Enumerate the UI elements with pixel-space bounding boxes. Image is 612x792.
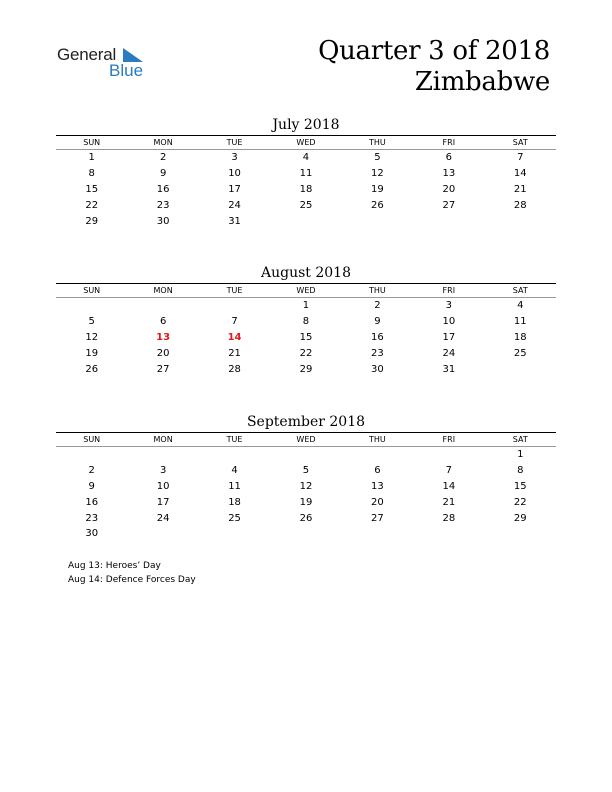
day-cell: 21 [513,183,527,195]
week-row [56,150,556,166]
week-row [56,479,556,495]
day-cell: 7 [445,465,452,477]
day-cell: 1 [302,300,310,312]
day-cell: 16 [85,496,99,508]
holiday-note: Aug 14: Defence Forces Day [68,575,196,585]
day-cell: 21 [442,496,456,508]
day-cell: 6 [159,316,167,328]
day-cell: 5 [302,465,310,477]
holiday-notes [68,559,196,587]
day-cell: 9 [159,168,167,180]
empty-day-cell [127,298,198,314]
weekday-header: TUE [199,284,270,298]
weekday-header: SUN [56,284,127,298]
day-cell: 18 [299,183,313,195]
week-row [56,361,556,377]
day-cell: 20 [371,496,384,508]
day-cell: 9 [88,480,95,492]
empty-day-cell [56,298,127,314]
day-cell: 16 [156,183,170,195]
month-grid [56,136,556,229]
week-row [56,463,556,479]
day-cell: 26 [371,199,384,211]
day-cell: 22 [85,199,99,211]
empty-day-cell [270,213,341,229]
day-cell: 30 [371,363,384,375]
day-cell: 14 [513,168,527,180]
weekday-header: THU [342,284,413,298]
day-cell: 31 [442,363,456,375]
month-title: July 2018 [272,117,340,133]
day-cell: 18 [513,331,527,343]
weekday-header: SAT [485,136,556,150]
day-cell: 22 [299,347,313,359]
title-country: Zimbabwe [414,67,550,97]
empty-day-cell [342,213,413,229]
empty-day-cell [413,213,484,229]
day-cell: 8 [302,316,310,328]
day-cell: 30 [156,215,170,227]
day-cell: 14 [442,480,456,492]
day-cell: 3 [445,300,452,312]
day-cell: 23 [371,347,384,359]
weekday-header: WED [270,433,341,447]
day-cell: 4 [517,300,524,312]
day-cell: 26 [85,363,99,375]
day-cell: 17 [156,496,170,508]
empty-day-cell [270,447,341,463]
week-row [56,213,556,229]
logo-blue-text: Blue [109,61,144,80]
day-cell: 5 [88,316,95,328]
day-cell: 2 [88,465,95,477]
weekday-header: WED [270,284,341,298]
day-cell: 6 [445,152,452,164]
day-cell: 26 [299,512,313,524]
empty-day-cell [199,447,270,463]
week-row [56,197,556,213]
weekday-header: FRI [413,284,484,298]
day-cell: 21 [228,347,241,359]
day-cell: 1 [517,449,524,461]
empty-day-cell [127,447,198,463]
page-title [318,36,550,98]
day-cell: 24 [442,347,456,359]
empty-day-cell [485,361,556,377]
empty-day-cell [342,447,413,463]
day-cell: 12 [371,168,384,180]
day-cell: 30 [85,528,99,540]
day-cell: 4 [231,465,238,477]
day-cell: 8 [88,168,95,180]
day-cell: 3 [159,465,167,477]
day-cell: 29 [85,215,99,227]
weekday-header: MON [127,284,198,298]
empty-day-cell [127,526,198,542]
empty-day-cell [270,526,341,542]
day-cell: 27 [371,512,384,524]
day-cell: 3 [231,152,238,164]
day-cell: 27 [442,199,456,211]
title-quarter: Quarter 3 of 2018 [318,36,550,66]
day-cell: 23 [85,512,99,524]
day-cell: 29 [513,512,527,524]
week-row [56,166,556,182]
day-cell: 27 [156,363,170,375]
day-cell: 17 [228,183,241,195]
weekday-header: THU [342,136,413,150]
weekday-header: FRI [413,136,484,150]
day-cell: 29 [299,363,313,375]
week-row [56,345,556,361]
day-cell: 10 [442,316,456,328]
day-cell: 22 [513,496,527,508]
day-cell: 24 [228,199,241,211]
holiday-note: Aug 13: Heroes’ Day [68,561,161,571]
weekday-header: THU [342,433,413,447]
day-cell: 2 [374,300,381,312]
day-cell: 15 [299,331,313,343]
day-cell: 11 [513,316,527,328]
day-cell: 13 [371,480,384,492]
empty-day-cell [199,298,270,314]
day-cell: 24 [156,512,170,524]
weekday-header: SAT [485,433,556,447]
day-cell: 9 [374,316,381,328]
day-cell: 25 [513,347,527,359]
week-row [56,494,556,510]
day-cell: 19 [371,183,384,195]
day-cell: 12 [85,331,99,343]
weekday-header: FRI [413,433,484,447]
week-row [56,182,556,198]
weekday-header: TUE [199,433,270,447]
day-cell: 25 [299,199,313,211]
day-cell: 6 [374,465,381,477]
day-cell: 4 [302,152,310,164]
weekday-header: SUN [56,136,127,150]
day-cell: 19 [299,496,313,508]
weekday-header: MON [127,136,198,150]
day-cell: 16 [371,331,384,343]
week-row [56,330,556,346]
generalblue-logo [57,44,157,84]
day-cell: 18 [228,496,241,508]
day-cell: 28 [442,512,456,524]
month-grid [56,284,556,377]
weekday-header: SAT [485,284,556,298]
day-cell: 13 [442,168,456,180]
weekday-header: MON [127,433,198,447]
empty-day-cell [199,526,270,542]
week-row [56,526,556,542]
empty-day-cell [56,447,127,463]
empty-day-cell [485,213,556,229]
day-cell: 15 [85,183,99,195]
day-cell: 8 [517,465,524,477]
weekday-header: WED [270,136,341,150]
day-cell: 28 [513,199,527,211]
day-cell: 12 [299,480,313,492]
empty-day-cell [342,526,413,542]
calendar-month-september [56,412,556,542]
month-title: September 2018 [246,414,366,430]
week-row [56,510,556,526]
day-cell: 10 [156,480,170,492]
day-cell: 1 [88,152,95,164]
day-cell: 15 [513,480,527,492]
logo-general-text: General [57,45,117,64]
day-cell: 7 [231,316,238,328]
day-cell: 5 [374,152,381,164]
empty-day-cell [413,447,484,463]
week-row [56,314,556,330]
week-row [56,447,556,463]
day-cell: 23 [156,199,170,211]
day-cell: 7 [517,152,524,164]
day-cell: 31 [228,215,241,227]
day-cell: 17 [442,331,456,343]
day-cell: 2 [159,152,167,164]
weekday-header: TUE [199,136,270,150]
empty-day-cell [485,526,556,542]
calendar-month-july [56,115,556,229]
day-cell: 11 [228,480,241,492]
holiday-day-cell: 14 [227,331,242,343]
calendar-month-august [56,263,556,377]
day-cell: 11 [299,168,313,180]
day-cell: 20 [442,183,456,195]
empty-day-cell [413,526,484,542]
day-cell: 20 [156,347,170,359]
holiday-day-cell: 13 [156,331,171,343]
day-cell: 28 [228,363,241,375]
day-cell: 10 [228,168,241,180]
day-cell: 25 [228,512,241,524]
weekday-header: SUN [56,433,127,447]
month-title: August 2018 [261,265,351,281]
month-grid [56,433,556,542]
week-row [56,298,556,314]
day-cell: 19 [85,347,99,359]
